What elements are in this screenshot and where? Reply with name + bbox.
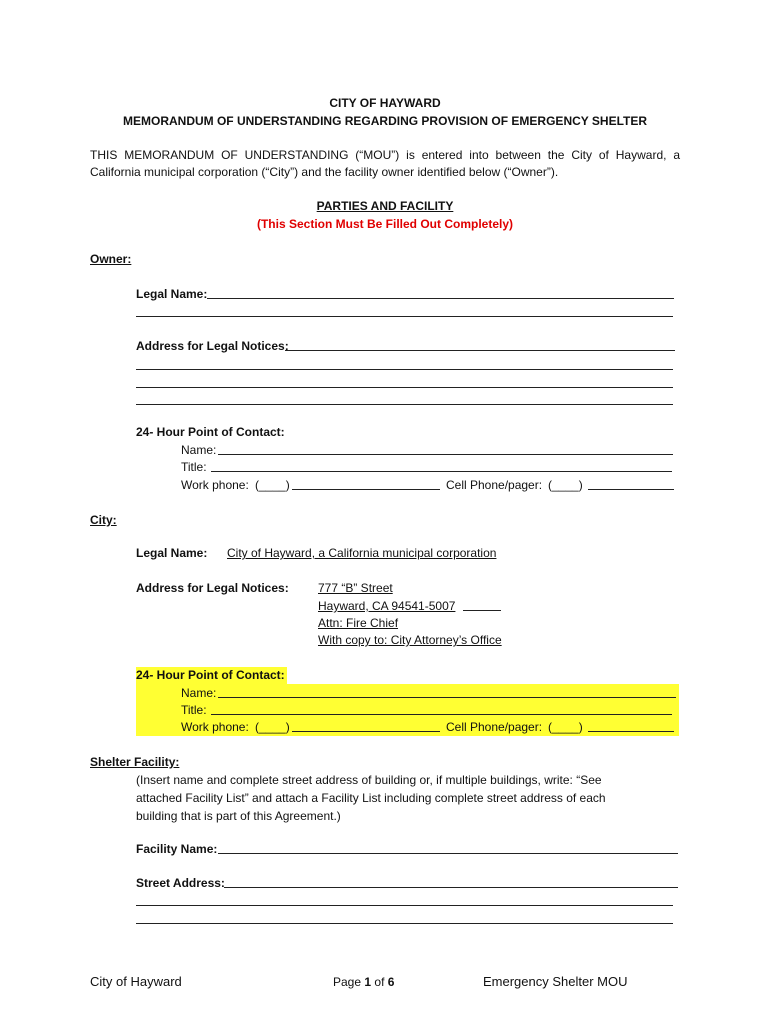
city-contact-name-label: Name: <box>181 686 217 700</box>
city-address-line-2: Hayward, CA 94541-5007 <box>318 599 456 613</box>
owner-work-phone-field[interactable] <box>292 489 440 490</box>
owner-cell-field[interactable] <box>588 489 674 490</box>
footer-left: City of Hayward <box>90 974 182 989</box>
owner-address-field-line-4[interactable] <box>136 404 673 405</box>
city-work-phone-label: Work phone: <box>181 720 249 734</box>
page-indicator <box>333 975 394 989</box>
owner-legal-name-field[interactable] <box>207 298 674 299</box>
owner-cell-label: Cell Phone/pager: <box>446 478 543 492</box>
city-heading: CITY OF HAYWARD <box>329 96 441 110</box>
page-current: 1 <box>364 975 372 989</box>
owner-work-phone-label: Work phone: <box>181 478 249 492</box>
city-address-label: Address for Legal Notices: <box>136 581 289 595</box>
city-contact-heading: 24- Hour Point of Contact: <box>136 668 285 682</box>
owner-address-field[interactable] <box>285 350 675 351</box>
owner-address-label: Address for Legal Notices: <box>136 339 289 353</box>
page-prefix: Page <box>333 975 362 989</box>
owner-legal-name-label: Legal Name: <box>136 287 208 301</box>
footer-right: Emergency Shelter MOU <box>483 974 628 989</box>
owner-cell-area[interactable]: (____) <box>548 478 583 492</box>
city-cell-area[interactable]: (____) <box>548 720 583 734</box>
city-contact-title-label: Title: <box>181 703 207 717</box>
city-address-line-1: 777 “B” Street <box>318 581 393 595</box>
owner-contact-name-field[interactable] <box>218 454 673 455</box>
facility-name-label: Facility Name: <box>136 842 218 856</box>
city-work-phone-area[interactable]: (____) <box>255 720 290 734</box>
facility-name-field[interactable] <box>218 853 678 854</box>
owner-contact-title-label: Title: <box>181 460 207 474</box>
city-contact-name-field[interactable] <box>218 697 676 698</box>
owner-work-phone-area[interactable]: (____) <box>255 478 290 492</box>
city-work-phone-field[interactable] <box>292 731 440 732</box>
city-address-line-3: Attn: Fire Chief <box>318 616 399 630</box>
owner-contact-title-field[interactable] <box>211 471 672 472</box>
city-cell-label: Cell Phone/pager: <box>446 720 543 734</box>
owner-heading: Owner: <box>90 252 132 266</box>
city-contact-title-field[interactable] <box>211 714 672 715</box>
owner-address-field-line-2[interactable] <box>136 369 673 370</box>
intro-paragraph: THIS MEMORANDUM OF UNDERSTANDING (“MOU”) is entered into between the City of Hayward, a California municipal corporation (“City”) and the facility owner identified below (“Owner”). <box>90 148 680 179</box>
shelter-heading: Shelter Facility: <box>90 755 180 769</box>
owner-legal-name-field-line-2[interactable] <box>136 316 673 317</box>
section-heading: PARTIES AND FACILITY <box>316 199 454 213</box>
page-total: 6 <box>387 975 395 989</box>
shelter-instructions: (Insert name and complete street address of building or, if multiple buildings, write: “See attached Facility List” and attach a Facility List including complete street address of each building that is part of this Agreement.) <box>136 773 606 823</box>
section-note: (This Section Must Be Filled Out Completely) <box>256 217 514 231</box>
page-of: of <box>374 975 385 989</box>
city-legal-name-label: Legal Name: <box>136 546 208 560</box>
city-legal-name-value: City of Hayward, a California municipal corporation <box>227 546 497 560</box>
owner-address-field-line-3[interactable] <box>136 387 673 388</box>
city-cell-field[interactable] <box>588 731 674 732</box>
street-address-field-line-3[interactable] <box>136 923 673 924</box>
owner-contact-heading: 24- Hour Point of Contact: <box>136 425 285 439</box>
city-address-line-2-trail <box>463 610 501 611</box>
city-address-line-4: With copy to: City Attorney’s Office <box>318 633 502 647</box>
document-title: MEMORANDUM OF UNDERSTANDING REGARDING PROVISION OF EMERGENCY SHELTER <box>122 114 648 128</box>
street-address-field[interactable] <box>224 887 678 888</box>
owner-contact-name-label: Name: <box>181 443 217 457</box>
street-address-label: Street Address: <box>136 876 225 890</box>
city-section-heading: City: <box>90 513 117 527</box>
street-address-field-line-2[interactable] <box>136 905 673 906</box>
